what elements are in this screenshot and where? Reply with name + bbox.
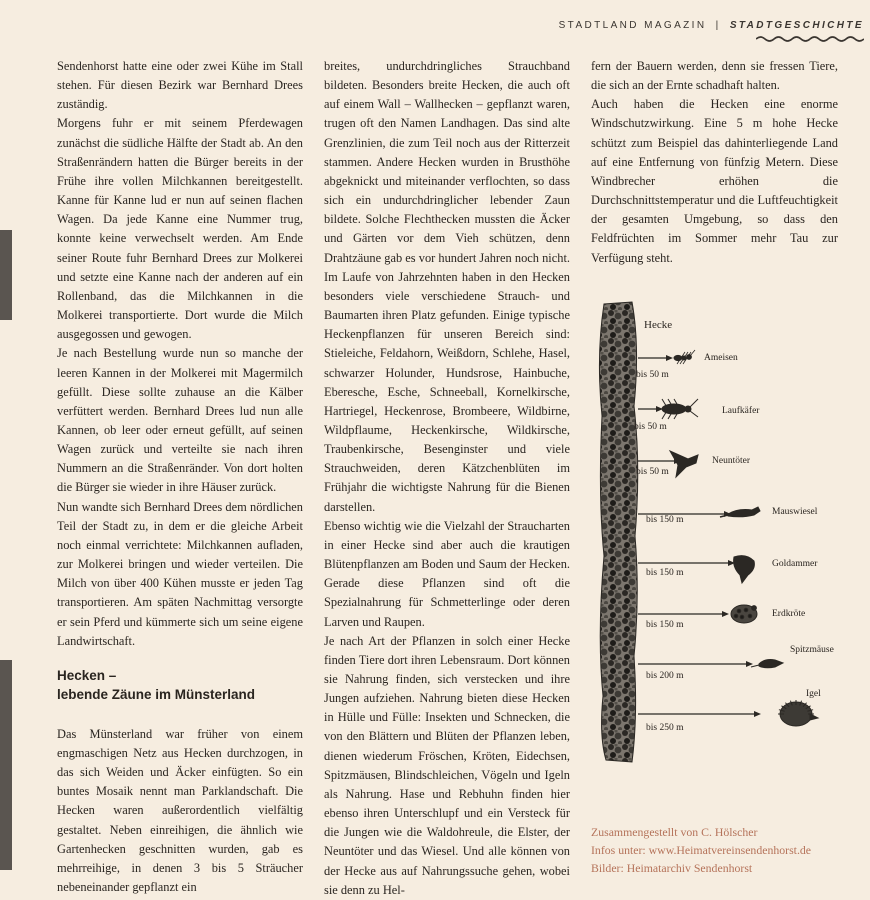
credit-info-link[interactable]: Infos unter: www.Heimatvereinsendenhorst.de — [591, 843, 812, 857]
section-title: STADTGESCHICHTE — [729, 20, 864, 31]
animal-name: Spitzmäuse — [790, 645, 834, 655]
left-edge-photo-bottom — [0, 660, 12, 870]
paragraph: Auch haben die Hecken eine enorme Windschutzwirkung. Eine 5 m hohe Hecke schützt zum Beispiel das dahinterliegende Land auf eine Entfernung von fünfzig Metern. Diese Windbrecher erhöhen die Durchschnittstemperatur und die Luftfeuchtigkeit der gesamten Umgebung, so dass den Feldfrüchten im Sommer mehr Tau zur Verfügung steht. — [591, 97, 838, 265]
animal-range: bis 250 m — [646, 723, 684, 733]
left-edge-photo-top — [0, 230, 12, 320]
subheading-line-1: Hecken – — [57, 667, 117, 683]
animal-range: bis 50 m — [634, 422, 667, 432]
shrew-icon — [751, 660, 783, 668]
paragraph: Je nach Art der Pflanzen in solch einer Hecke finden Tiere dort ihren Lebensraum. Dort können sie Nahrung finden, sich verstecken und ihre Jungen aufziehen. Nahrung bieten diese Hecken in Hülle und Fülle: Insekten und Schnecken, die von den Blättern und Blüten der Pflanzen leben, dienen wiederum Fröschen, Kröten, Eidechsen, Spitzmäusen, Blindschleichen, Vögeln und Igeln als Nahrung. Hase und Rebhuhn finden hier ebenso ihren Unterschlupf und ein Versteck für die Jungen wie die Waldohreule, die Elster, der Neuntöter und das Wiesel. Und alle können von der Hecke aus auf Nahrungssuche gehen, wobei sie denn zu Hel- — [324, 633, 570, 897]
toad-icon — [731, 605, 757, 623]
credit-images: Bilder: Heimatarchiv Sendenhorst — [591, 861, 753, 875]
shrike-icon — [670, 451, 698, 477]
animal-range: bis 50 m — [636, 370, 669, 380]
hedgehog-icon — [778, 700, 818, 726]
magazine-name-bold: STADTLAND — [558, 20, 639, 31]
ant-icon — [674, 350, 695, 364]
page-header — [559, 20, 864, 31]
animal-range: bis 150 m — [646, 620, 684, 630]
magazine-name: MAGAZIN — [644, 20, 707, 31]
beetle-icon — [662, 399, 698, 419]
header-wave-ornament — [756, 35, 864, 43]
animal-name: Ameisen — [704, 353, 738, 363]
animal-range: bis 50 m — [636, 467, 669, 477]
paragraph: breites, undurchdringliches Strauchband bildeten. Besonders breite Hecken, die auch oft auf einem Wall – Wallhecken – gepflanzt waren, trugen oft den Namen Landhagen. Das sind alte Grenzlinien, die zum Teil noch aus der Ritterzeit stammen. Andere Hecken wurden in Brusthöhe abgeknickt und miteinander verflochten, so dass sich ein undurchdringlicher lebender Zaun bildete. Solche Flechthecken mussten die Äcker und Gärten vor dem Vieh schützen, denn Drahtzäune gab es vor hundert Jahren noch nicht. Im Laufe von Jahrzehnten haben in den Hecken besonders viele verschiedene Strauch- und Baumarten ihren Platz gefunden. Einige typische Heckenpflanzen für unseren Bereich sind: Stieleiche, Feldahorn, Weißdorn, Schlehe, Hasel, schwarzer Holunder, Hundsrose, Hainbuche, Eberesche, Esche, Schneeball, Kornelkirsche, Hartriegel, Heckenrose, Brombeere, Wildbirne, Wildpflaume, Heckenkirsche, Wildkirsche, Traubenkirsche, Besenginster und viele Strauchweiden, deren Kätzchenblüten im Frühjahr die wichtigste Nahrung für die Bienen darstellen. — [324, 59, 570, 514]
paragraph: Sendenhorst hatte eine oder zwei Kühe im Stall stehen. Für diesen Bezirk war Bernhard Drees zuständig. — [57, 59, 303, 112]
yellowhammer-icon — [734, 556, 755, 583]
animal-range: bis 150 m — [646, 515, 684, 525]
text-column-3 — [591, 57, 838, 268]
subheading — [57, 666, 303, 705]
animal-name: Neuntöter — [712, 456, 750, 466]
paragraph: Nun wandte sich Bernhard Drees dem nördlichen Teil der Stadt zu, in dem er die gleiche Arbeit noch einmal verrichtete: Milchkannen aufladen, zur Molkerei bringen und wieder verteilen. Die Milch von über 400 Kühen musste er jeden Tag transportieren. Am späten Nachmittag versorgte er sein Pferd und kümmerte sich um seine eigene Landwirtschaft. — [57, 499, 303, 648]
paragraph: Morgens fuhr er mit seinem Pferdewagen zunächst die südliche Hälfte der Stadt ab. An den Straßenrändern hatten die Bürger bereits in der Frühe ihre vollen Milchkannen bereitgestellt. Kanne für Kanne lud er nun auf seinen flachen Wagen. Da jede Kanne eine Nummer trug, konnte keine verwechselt werden. Am Ende seiner Route fuhr Bernhard Drees zur Molkerei und setzte eine Kanne nach der anderen auf ein Rollenband, das die Milchkannen in die Molkerei transportierte. Dort wurde die Milch ausgegossen und gewogen. — [57, 116, 303, 342]
paragraph: Ebenso wichtig wie die Vielzahl der Straucharten in einer Hecke sind aber auch die krautigen Blütenpflanzen am Boden und Saum der Hecken. Gerade diese Pflanzen sind oft die Spezialnahrung für Schmetterlinge oder deren Larven und Raupen. — [324, 518, 570, 629]
range-arrow-head — [722, 611, 729, 617]
header-separator: | — [715, 20, 721, 31]
credits — [591, 823, 851, 877]
range-arrow-head — [754, 711, 761, 717]
text-column-1 — [57, 57, 303, 897]
animal-name: Igel — [806, 689, 821, 699]
range-arrow-head — [746, 661, 753, 667]
paragraph: fern der Bauern werden, denn sie fressen Tiere, die sich an der Ernte schadhaft halten. — [591, 59, 838, 93]
credit-author: Zusammengestellt von C. Hölscher — [591, 825, 758, 839]
hedge-range-illustration — [594, 296, 840, 768]
animal-name: Goldammer — [772, 559, 818, 569]
text-column-2 — [324, 57, 570, 900]
range-arrow-head — [666, 355, 673, 361]
animal-range: bis 200 m — [646, 671, 684, 681]
paragraph: Das Münsterland war früher von einem engmaschigen Netz aus Hecken durchzogen, in das sich Weiden und Äcker einfügten. So ein buntes Mosaik nennt man Parklandschaft. Die Hecken waren außerordentlich vielfältig gestaltet. Neben einreihigen, die ähnlich wie Gartenhecken geschnitten wurden, gab es mehrreihige, in denen 3 bis 5 Sträucher nebeneinander gepflanzt ein — [57, 726, 303, 895]
animal-name: Mauswiesel — [772, 507, 818, 517]
animal-name: Laufkäfer — [722, 406, 760, 416]
hedge-drawing — [599, 302, 637, 762]
paragraph: Je nach Bestellung wurde nun so manche der leeren Kannen in der Molkerei mit Magermilch gefüllt. Diese sollte zuhause an die Kälber verfüttert werden. Bernhard Drees lud nun alle Kannen, ob leer oder erneut gefüllt, auf seinen Wagen zurück und verteilte sie nach ihren Nummern an die Straßenränder. Von dort holten die Bürger sie wieder in ihre Häuser zurück. — [57, 346, 303, 495]
hedge-label: Hecke — [644, 319, 673, 331]
subheading-line-2: lebende Zäune im Münsterland — [57, 687, 256, 703]
animal-name: Erdkröte — [772, 609, 806, 619]
animal-range: bis 150 m — [646, 568, 684, 578]
